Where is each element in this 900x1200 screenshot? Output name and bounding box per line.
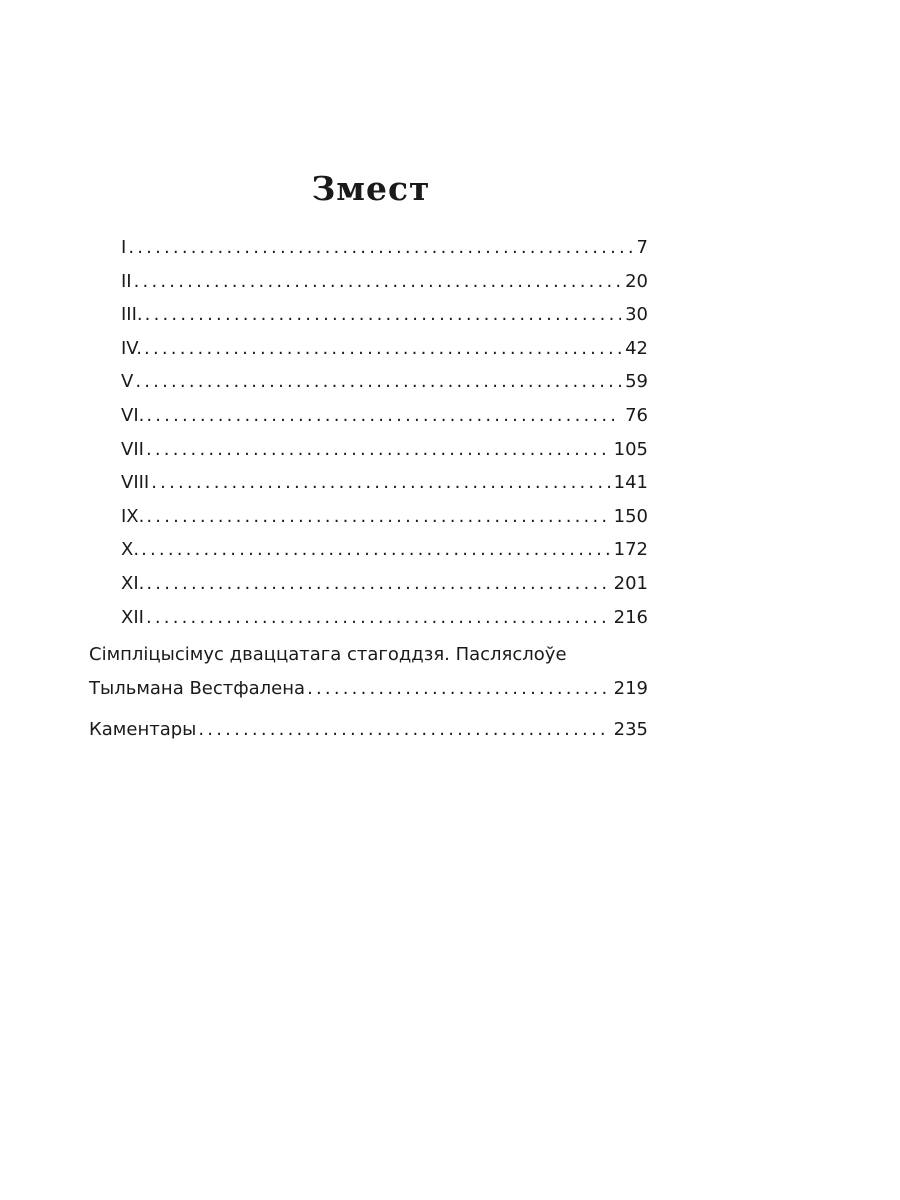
toc-entry-chapter-1[interactable]: [121, 231, 648, 265]
toc-entry-page: 20: [625, 270, 648, 292]
toc-entry-label: X.: [121, 539, 140, 561]
toc-entry-page: 141: [613, 472, 648, 494]
toc-entry-chapter-10[interactable]: [121, 533, 648, 567]
toc-entry-page: 59: [625, 371, 648, 393]
dot-leader: [135, 365, 621, 399]
toc-entry-label: XI.: [121, 572, 145, 594]
toc-entry-label: I: [121, 237, 127, 258]
toc-entry-chapter-6[interactable]: [121, 399, 648, 433]
toc-entry-afterword-title[interactable]: Сімпліцысімус дваццатага стагоддзя. Пасляслоўе: [89, 644, 567, 666]
toc-entry-chapter-12[interactable]: [121, 601, 648, 635]
toc-entry-page: 150: [613, 505, 648, 527]
toc-entry-page: 42: [625, 337, 648, 359]
toc-entry-label: Каментары: [89, 719, 197, 741]
toc-entry-chapter-11[interactable]: [121, 567, 648, 601]
toc-entry-chapter-4[interactable]: [121, 332, 648, 366]
toc-entry-page: 219: [613, 677, 648, 699]
dot-leader: [151, 466, 609, 500]
dot-leader: [146, 433, 610, 467]
dot-leader: [146, 399, 621, 433]
toc-entry-page: 30: [625, 304, 648, 326]
toc-entry-chapter-3[interactable]: [121, 298, 648, 332]
toc-entry-page: 201: [613, 572, 648, 594]
dot-leader: [198, 713, 609, 747]
toc-entry-page: 7: [636, 237, 648, 258]
dot-leader: [145, 298, 621, 332]
dot-leader: [141, 533, 610, 567]
toc-entry-label: III.: [121, 304, 143, 326]
toc-entry-commentary[interactable]: [89, 713, 648, 747]
dot-leader: [144, 332, 621, 366]
toc-entry-label: VII: [121, 438, 144, 460]
toc-entry-page: 235: [613, 719, 648, 741]
dot-leader: [146, 601, 610, 635]
dot-leader: [128, 231, 632, 265]
dot-leader: [307, 672, 610, 706]
toc-entry-page: 105: [613, 438, 648, 460]
dot-leader: [146, 500, 609, 534]
toc-entry-label: IV.: [121, 337, 143, 359]
toc-entry-page: 216: [613, 606, 648, 628]
toc-entry-label: VI.: [121, 404, 145, 426]
spacer: [0, 705, 900, 713]
toc-entry-chapter-5[interactable]: [121, 365, 648, 399]
page-title: Змест: [311, 169, 431, 208]
toc-entry-page: 172: [613, 539, 648, 561]
table-of-contents: [0, 231, 900, 747]
toc-entry-label: Тыльмана Вестфалена: [89, 677, 306, 699]
toc-entry-chapter-2[interactable]: [121, 265, 648, 299]
toc-entry-label: VIII: [121, 472, 150, 494]
dot-leader: [134, 265, 621, 299]
toc-entry-chapter-9[interactable]: [121, 500, 648, 534]
toc-entry-page: 76: [625, 404, 648, 426]
toc-entry-chapter-7[interactable]: [121, 433, 648, 467]
toc-entry-label: II: [121, 270, 132, 292]
toc-entry-afterword[interactable]: [89, 672, 648, 706]
toc-entry-label: XII: [121, 606, 144, 628]
dot-leader: [146, 567, 609, 601]
toc-entry-label: V: [121, 371, 134, 393]
toc-entry-chapter-8[interactable]: [121, 466, 648, 500]
toc-entry-label: IX.: [121, 505, 145, 527]
